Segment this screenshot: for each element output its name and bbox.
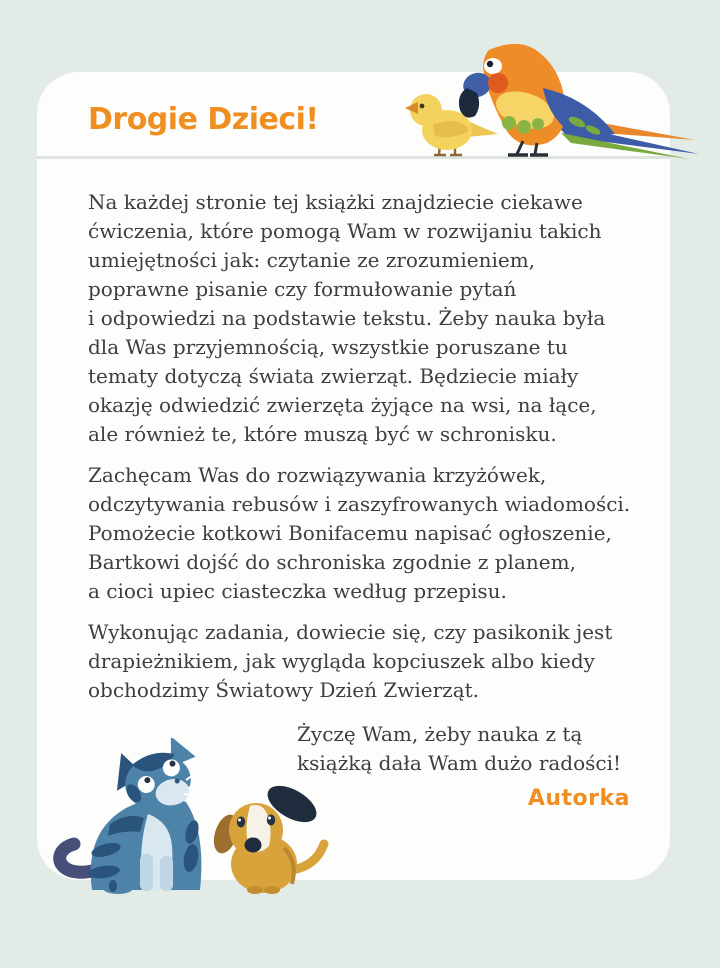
text-line: Bartkowi dojść do schroniska zgodnie z planem, bbox=[88, 550, 576, 574]
text-line: ale również te, które muszą być w schronisku. bbox=[88, 422, 557, 446]
text-line: Pomożecie kotkowi Bonifacemu napisać ogłoszenie, bbox=[88, 521, 612, 545]
text-line: umiejętności jak: czytanie ze zrozumieniem, bbox=[88, 248, 536, 272]
text-line: dla Was przyjemnością, wszystkie poruszane tu bbox=[88, 335, 568, 359]
puppy-icon bbox=[209, 778, 324, 894]
text-line: a cioci upiec ciasteczka według przepisu. bbox=[88, 579, 507, 603]
cat-icon bbox=[60, 738, 217, 894]
text-line: okazję odwiedzić zwierzęta żyjące na wsi, na łące, bbox=[88, 393, 597, 417]
closing-line: książką dała Wam dużo radości! bbox=[297, 751, 622, 775]
text-line: drapieżnikiem, jak wygląda kopciuszek albo kiedy bbox=[88, 649, 595, 673]
signature-autorka: Autorka bbox=[527, 786, 630, 811]
birds-illustration bbox=[405, 38, 705, 163]
canary-icon bbox=[405, 94, 498, 155]
text-line: ćwiczenia, które pomogą Wam w rozwijaniu takich bbox=[88, 219, 602, 243]
closing-block bbox=[297, 720, 621, 778]
paragraph bbox=[88, 618, 648, 705]
pets-illustration bbox=[40, 738, 330, 898]
parrot-icon bbox=[459, 44, 699, 159]
paragraph bbox=[88, 188, 648, 449]
text-line: obchodzimy Światowy Dzień Zwierząt. bbox=[88, 678, 480, 702]
closing-line: Życzę Wam, żeby nauka z tą bbox=[297, 722, 583, 746]
text-line: poprawne pisanie czy formułowanie pytań bbox=[88, 277, 517, 301]
text-line: odczytywania rebusów i zaszyfrowanych wiadomości. bbox=[88, 492, 631, 516]
paragraph bbox=[88, 461, 648, 606]
text-line: tematy dotyczą świata zwierząt. Będziecie miały bbox=[88, 364, 579, 388]
text-line: Wykonując zadania, dowiecie się, czy pasikonik jest bbox=[88, 620, 613, 644]
text-line: i odpowiedzi na podstawie tekstu. Żeby nauka była bbox=[88, 306, 606, 330]
text-line: Zachęcam Was do rozwiązywania krzyżówek, bbox=[88, 463, 547, 487]
text-line: Na każdej stronie tej książki znajdziecie ciekawe bbox=[88, 190, 583, 214]
page-title: Drogie Dzieci! bbox=[88, 102, 319, 137]
letter-body bbox=[88, 188, 648, 717]
